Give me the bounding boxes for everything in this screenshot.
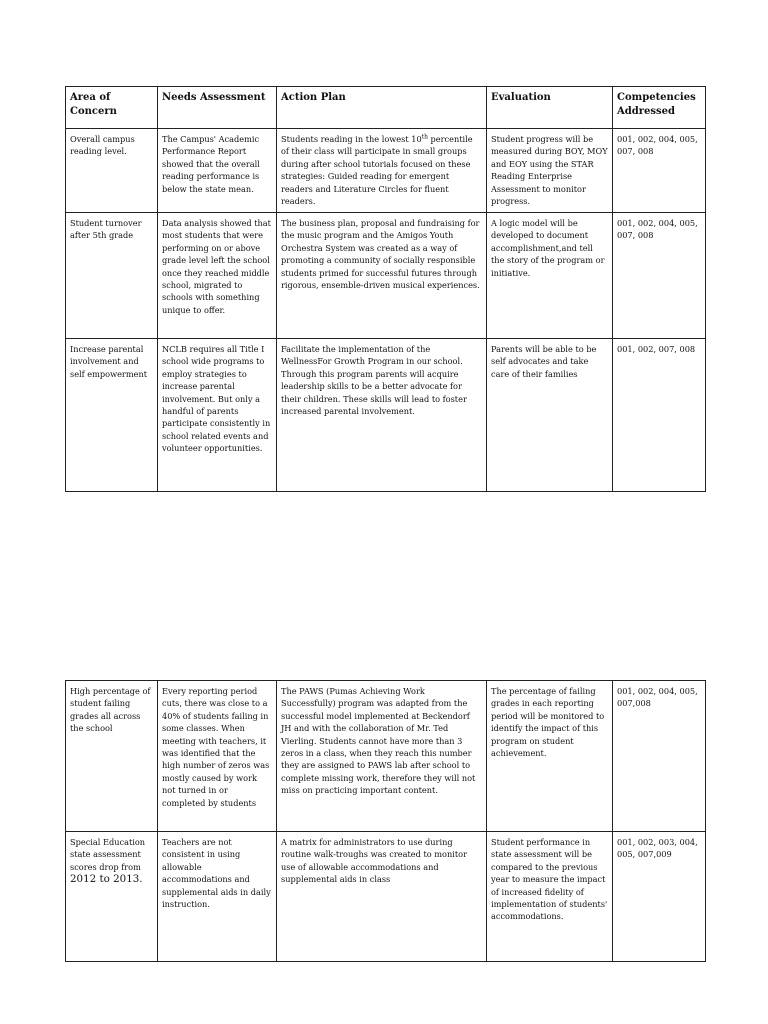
- action-text: percentile of their class will participate in small groups during after school tutorials focused on these strategies: Guided reading for emergent readers and Literature Circles for fluent readers.: [281, 134, 473, 207]
- action-cell: A matrix for administrators to use during routine walk-troughs was created to monitor use of allowable accommodations and supplemental aids in class: [277, 832, 487, 962]
- area-cell: [66, 832, 158, 962]
- action-cell: The PAWS (Pumas Achieving Work Successfully) program was adapted from the successful model implemented at Beckendorf JH and with the collaboration of Mr. Ted Vierling. Students cannot have more than 3 zeros in a class, when they reach this number they are assigned to PAWS lab after school to complete missing work, therefore they will not miss on practicing important content.: [277, 681, 487, 832]
- header-evaluation: Evaluation: [487, 87, 613, 129]
- needs-cell: The Campus' Academic Performance Report showed that the overall reading performance is below the state mean.: [158, 129, 277, 213]
- area-cell: Overall campus reading level.: [66, 129, 158, 213]
- needs-cell: Every reporting period cuts, there was close to a 40% of students failing in some classes. When meeting with teachers, it was identified that the high number of zeros was mostly caused by work not turned in or completed by students: [158, 681, 277, 832]
- table-row: [66, 213, 706, 339]
- header-row: [66, 87, 706, 129]
- action-cell: Facilitate the implementation of the WellnessFor Growth Program in our school. Through this program parents will acquire leadership skills to be a better advocate for their children. These skills will lead to foster increased parental involvement.: [277, 339, 487, 492]
- area-text: Special Education state assessment scores drop from: [70, 837, 146, 872]
- action-cell: [277, 129, 487, 213]
- header-competencies: Competencies Addressed: [613, 87, 706, 129]
- needs-cell: Teachers are not consistent in using allowable accommodations and supplemental aids in daily instruction.: [158, 832, 277, 962]
- competencies-cell: 001, 002, 004, 005, 007, 008: [613, 129, 706, 213]
- table-row: [66, 129, 706, 213]
- action-plan-table-1: [65, 86, 706, 492]
- competencies-cell: 001, 002, 007, 008: [613, 339, 706, 492]
- area-cell: High percentage of student failing grades all across the school: [66, 681, 158, 832]
- header-area-of-concern: Area of Concern: [66, 87, 158, 129]
- area-text-large: 2012 to 2013.: [70, 873, 143, 886]
- table-row: [66, 832, 706, 962]
- competencies-cell: 001, 002, 003, 004, 005, 007,009: [613, 832, 706, 962]
- superscript: th: [421, 133, 428, 141]
- needs-cell: Data analysis showed that most students that were performing on or above grade level left the school once they reached middle school, migrated to schools with something unique to offer.: [158, 213, 277, 339]
- header-action-plan: Action Plan: [277, 87, 487, 129]
- competencies-cell: 001, 002, 004, 005, 007, 008: [613, 213, 706, 339]
- evaluation-cell: Parents will be able to be self advocates and take care of their families: [487, 339, 613, 492]
- evaluation-cell: Student performance in state assessment will be compared to the previous year to measure the impact of increased fidelity of implementation of students' accommodations.: [487, 832, 613, 962]
- needs-cell: NCLB requires all Title I school wide programs to employ strategies to increase parental involvement. But only a handful of parents participate consistently in school related events and volunteer opportunities.: [158, 339, 277, 492]
- action-plan-table-2: [65, 680, 706, 962]
- evaluation-cell: The percentage of failing grades in each reporting period will be monitored to identify the impact of this program on student achievement.: [487, 681, 613, 832]
- table-row: [66, 681, 706, 832]
- action-cell: The business plan, proposal and fundraising for the music program and the Amigos Youth Orchestra System was created as a way of promoting a community of socially responsible students primed for successful futures through rigorous, ensemble-driven musical experiences.: [277, 213, 487, 339]
- action-text: Students reading in the lowest 10: [281, 134, 422, 144]
- evaluation-cell: A logic model will be developed to document accomplishment,and tell the story of the program or initiative.: [487, 213, 613, 339]
- competencies-cell: 001, 002, 004, 005, 007,008: [613, 681, 706, 832]
- area-cell: Increase parental involvement and self empowerment: [66, 339, 158, 492]
- header-needs-assessment: Needs Assessment: [158, 87, 277, 129]
- area-cell: Student turnover after 5th grade: [66, 213, 158, 339]
- evaluation-cell: Student progress will be measured during BOY, MOY and EOY using the STAR Reading Enterprise Assessment to monitor progress.: [487, 129, 613, 213]
- table-row: [66, 339, 706, 492]
